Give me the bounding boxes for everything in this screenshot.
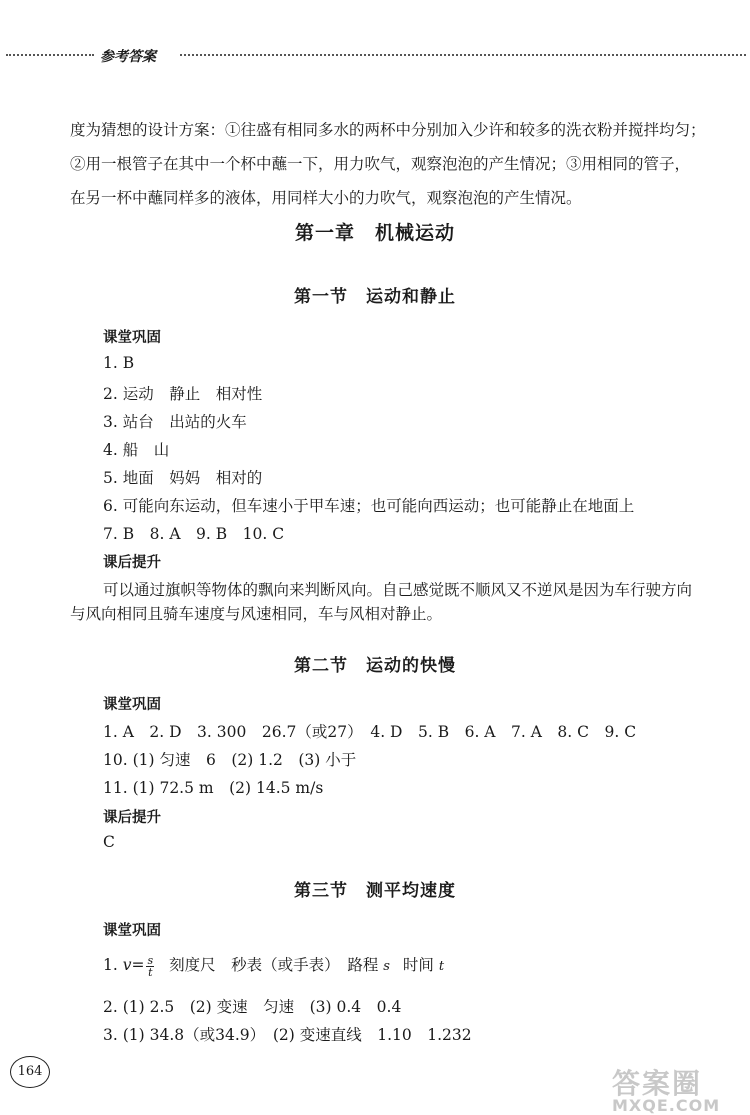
watermark-domain: MXQE.COM — [612, 1096, 721, 1115]
header-title: 参考答案 — [100, 49, 156, 65]
watermark-text: 答案圈 — [612, 1067, 703, 1100]
section-2-item: 1. A 2. D 3. 300 26.7（或27） 4. D 5. B 6. A 7. A 8. C 9. C — [103, 723, 637, 741]
section-1-after-label: 课后提升 — [103, 555, 161, 571]
section-3-item: 3. (1) 34.8（或34.9） (2) 变速直线 1.10 1.232 — [103, 1026, 472, 1044]
section-3-item: 2. (1) 2.5 (2) 变速 匀速 (3) 0.4 0.4 — [103, 998, 402, 1016]
header-rule-right — [180, 54, 746, 56]
section-1-item: 6. 可能向东运动，但车速小于甲车速；也可能向西运动；也可能静止在地面上 — [103, 497, 635, 515]
fraction-numerator: s — [147, 953, 154, 967]
section-3-class-label: 课堂巩固 — [103, 923, 161, 939]
section-1-after-line: 与风向相同且骑车速度与风速相同，车与风相对静止。 — [70, 605, 443, 623]
formula-lhs: v= — [122, 956, 145, 974]
section-3-item-1 — [103, 953, 444, 978]
speed-fraction — [146, 955, 154, 978]
item-1-time: 时间 — [402, 956, 434, 974]
section-1-item: 7. B 8. A 9. B 10. C — [103, 525, 285, 543]
section-1-item: 1. B — [103, 354, 135, 372]
fraction-denominator: t — [148, 965, 153, 979]
section-1-item: 5. 地面 妈妈 相对的 — [103, 469, 263, 487]
chapter-title: 第一章 机械运动 — [294, 222, 455, 244]
intro-line-3: 在另一杯中蘸同样多的液体，用同样大小的力吹气，观察泡泡的产生情况。 — [70, 189, 582, 207]
watermark-logo — [612, 1062, 744, 1115]
item-1-text: 刻度尺 秒表（或手表） 路程 — [169, 956, 379, 974]
section-2-after-label: 课后提升 — [103, 810, 161, 826]
page-number: 164 — [10, 1056, 50, 1088]
section-2-after-answer: C — [103, 833, 115, 851]
section-3-title: 第三节 测平均速度 — [294, 881, 456, 901]
var-s: s — [383, 959, 390, 974]
var-t: t — [438, 959, 445, 974]
section-1-title: 第一节 运动和静止 — [294, 287, 456, 307]
section-1-item: 3. 站台 出站的火车 — [103, 413, 247, 431]
section-1-item: 4. 船 山 — [103, 441, 170, 459]
section-2-item: 11. (1) 72.5 m (2) 14.5 m/s — [103, 779, 324, 797]
section-2-title: 第二节 运动的快慢 — [294, 656, 456, 676]
section-2-class-label: 课堂巩固 — [103, 697, 161, 713]
section-2-item: 10. (1) 匀速 6 (2) 1.2 (3) 小于 — [103, 751, 357, 769]
header-rule-left — [6, 54, 94, 56]
section-1-item: 2. 运动 静止 相对性 — [103, 385, 263, 403]
section-1-class-label: 课堂巩固 — [103, 330, 161, 346]
intro-line-1: 度为猜想的设计方案：①往盛有相同多水的两杯中分别加入少许和较多的洗衣粉并搅拌均匀； — [70, 121, 706, 139]
intro-line-2: ②用一根管子在其中一个杯中蘸一下，用力吹气，观察泡泡的产生情况；③用相同的管子， — [70, 155, 691, 173]
item-number: 1. — [103, 956, 118, 974]
section-1-after-line: 可以通过旗帜等物体的飘向来判断风向。自己感觉既不顺风又不逆风是因为车行驶方向 — [103, 581, 693, 599]
